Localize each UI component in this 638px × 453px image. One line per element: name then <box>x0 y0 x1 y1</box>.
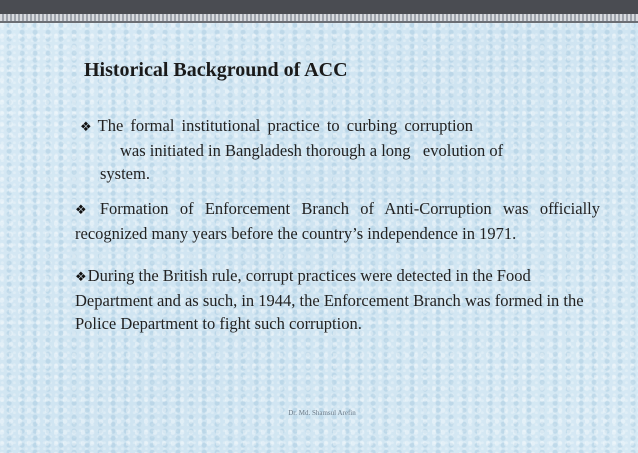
diamond-bullet-icon: ❖ <box>75 203 94 218</box>
top-bar-line <box>0 21 638 23</box>
top-bar-stripe <box>0 14 638 21</box>
bullet-british-rule <box>75 264 600 335</box>
diamond-bullet-icon: ❖ <box>75 270 87 285</box>
bullet-text: During the British rule, corrupt practices were detected in the Food Department and as such, in 1944, the Enforcement Branch was formed in the Police Department to fight such corruption. <box>75 266 584 333</box>
bullet-text-line: The formal institutional practice to curbing corruption <box>97 116 474 135</box>
bullet-formal-practice <box>80 114 600 185</box>
bullet-text-line: system. <box>100 164 150 183</box>
bullet-enforcement-branch <box>75 197 600 245</box>
slide-footer: Dr. Md. Shamsul Arefin <box>288 409 356 417</box>
diamond-bullet-icon: ❖ <box>80 120 92 135</box>
top-bar <box>0 0 638 14</box>
slide-title: Historical Background of ACC <box>84 59 348 81</box>
bullet-text: Formation of Enforcement Branch of Anti-Corruption was officially recognized many years before the country’s independence in 1971. <box>75 199 600 243</box>
bullet-text-line: was initiated in Bangladesh thorough a long evolution of <box>120 141 504 160</box>
